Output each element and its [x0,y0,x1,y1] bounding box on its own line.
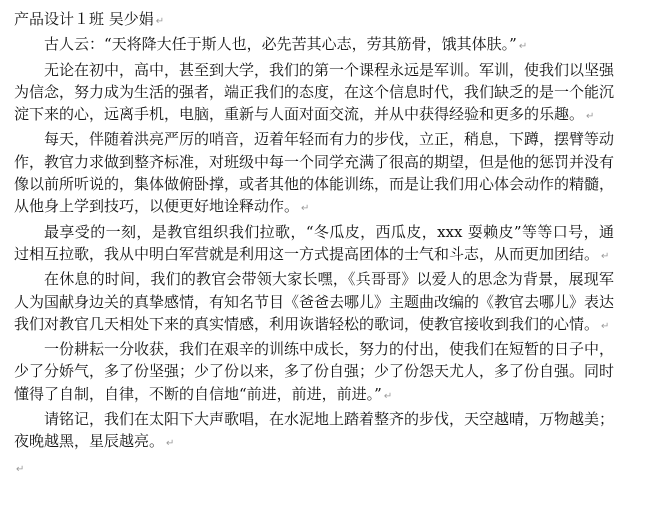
paragraph-song-chant [14,221,614,269]
empty-paragraph [14,456,614,481]
document-heading [14,8,614,33]
paragraph-text: 每天，伴随着洪亮严厉的哨音，迈着年轻而有力的步伐，立正，稍息，下蹲，摆臂等动作，教官力求做到整齐标准，对班级中每一个同学充满了很高的期望，但是他的惩罚并没有像以前所听说的，集体做俯卧撑，或者其他的体能训练，而是让我们用心体会动作的精髓，从他身上学到技巧，以便更好地诠释动作。 [14,130,615,216]
paragraph-mark-icon: ↵ [518,41,528,53]
paragraph-daily-training [14,128,614,220]
document-body [14,8,614,481]
paragraph-mark-icon: ↵ [601,250,610,262]
paragraph-mark-icon: ↵ [16,463,25,475]
paragraph-text: 最享受的一刻，是教官组织我们拉歌，“冬瓜皮，西瓜皮，xxx 耍赖皮”等等口号，通过相互拉歌，我从中明白军营就是利用这一方式提高团体的士气和斗志，从而更加团结。 [14,222,614,263]
paragraph-text: 古人云：“天将降大任于斯人也，必先苦其心志，劳其筋骨，饿其体肤。” [44,35,517,54]
paragraph-mark-icon: ↵ [301,203,310,215]
paragraph-closing [14,408,614,456]
paragraph-text: 在休息的时间，我们的教官会带领大家长嘿，《兵哥哥》以爱人的思念为背景，展现军人为国献身边关的真挚感情，有知名节目《爸爸去哪儿》主题曲改编的《教官去哪儿》表达我们对教官几天相处下来的真实情感，利用诙谐轻松的歌词，使教官接收到我们的心情。 [14,270,615,333]
paragraph-intro [14,59,614,129]
paragraph-text: 一份耕耘一分收获，我们在艰辛的训练中成长，努力的付出，使我们在短暂的日子中，少了分娇气，多了份坚强；少了份以来，多了份自强；少了份怨天尤人，多了份自强。同时懂得了自制，自律，不断的自信地“前进，前进，前进。” [14,340,615,403]
paragraph-mark-icon: ↵ [586,111,595,123]
paragraph-mark-icon: ↵ [155,16,165,27]
paragraph-quote [14,33,614,58]
paragraph-text: 请铭记，我们在太阳下大声歌唱，在水泥地上踏着整齐的步伐，天空越晴，万物越美；夜晚越黑，星辰越亮。 [14,410,615,451]
paragraph-mark-icon: ↵ [166,438,175,450]
paragraph-mark-icon: ↵ [601,320,610,332]
paragraph-mark-icon: ↵ [383,390,393,402]
paragraph-rest-time [14,268,614,338]
paragraph-harvest [14,338,614,408]
heading-text: 产品设计１班 吴少娟 [14,10,154,28]
paragraph-text: 无论在初中，高中，甚至到大学，我们的第一个课程永远是军训。军训，使我们以坚强为信念，努力成为生活的强者，端正我们的态度，在这个信息时代，我们缺乏的是一个能沉淀下来的心，远离手机，电脑，重新与人面对面交流，并从中获得经验和更多的乐趣。 [14,60,615,124]
